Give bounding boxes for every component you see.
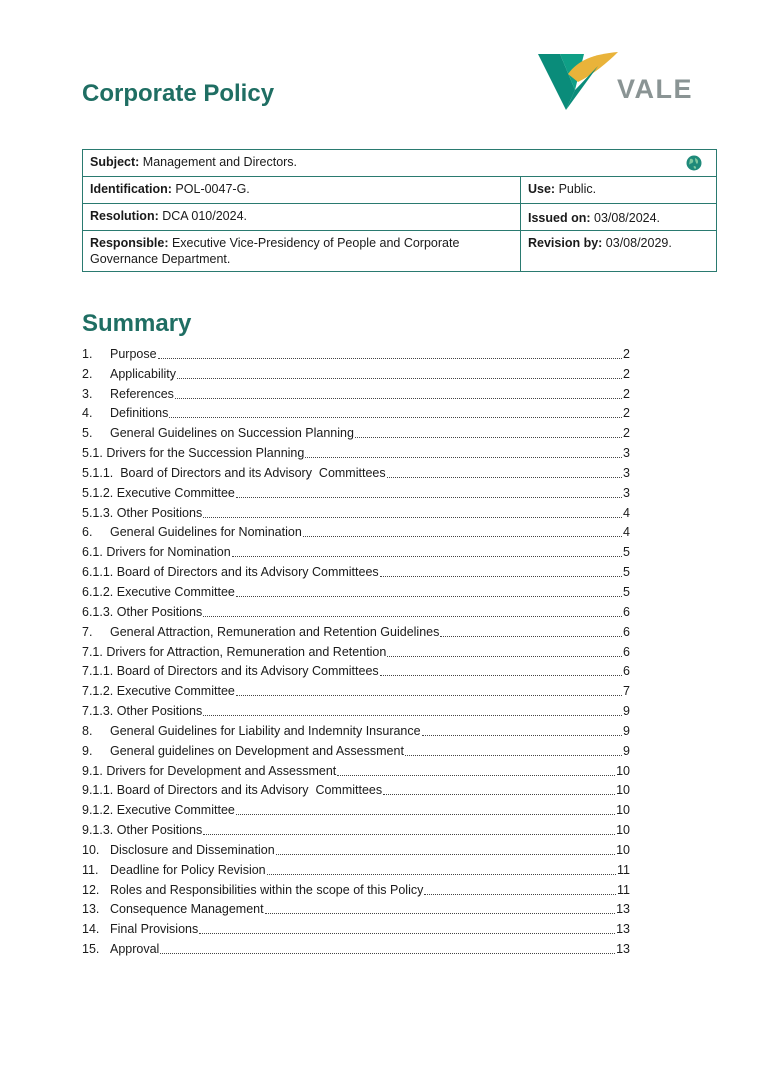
toc-leader-dots	[265, 912, 616, 914]
toc-entry-label: 9.1.1. Board of Directors and its Advisory Committees	[82, 783, 383, 798]
toc-entry-label: 5.1.2. Executive Committee	[82, 485, 235, 500]
toc-leader-dots	[380, 575, 622, 577]
toc-entry-number: 9.	[82, 743, 93, 758]
toc-entry-number: 1.	[82, 346, 93, 361]
toc-entry[interactable]	[82, 501, 630, 521]
toc-entry-label: 6.1.2. Executive Committee	[82, 584, 235, 599]
toc-entry-label: 9.1. Drivers for Development and Assessment	[82, 763, 337, 778]
toc-entry-label: 5.1.1. Board of Directors and its Advisory Committees	[82, 465, 386, 480]
toc-leader-dots	[337, 774, 615, 776]
toc-entry-number: 8.	[82, 723, 93, 738]
use-value: Public.	[555, 182, 597, 196]
toc-entry-number: 4.	[82, 406, 93, 421]
toc-entry[interactable]	[82, 917, 630, 937]
identification-cell	[83, 177, 521, 204]
toc-entry-label: 9.1.2. Executive Committee	[82, 803, 235, 818]
meta-row-resolution	[83, 204, 717, 231]
toc-entry-page: 3	[623, 485, 630, 500]
toc-entry-page: 3	[623, 465, 630, 480]
toc-entry[interactable]	[82, 739, 630, 759]
toc-entry-label: 7.1.2. Executive Committee	[82, 684, 235, 699]
toc-leader-dots	[203, 516, 622, 518]
toc-leader-dots	[405, 754, 622, 756]
page-title: Corporate Policy	[82, 80, 275, 107]
issued-label: Issued on:	[528, 211, 591, 225]
toc-entry-page: 9	[623, 704, 630, 719]
issued-value: 03/08/2024.	[590, 211, 661, 225]
summary-heading: Summary	[82, 310, 192, 337]
toc-entry-label: 5.1. Drivers for the Succession Planning	[82, 446, 305, 461]
toc-entry-label: 6.1.1. Board of Directors and its Advisory Committees	[82, 565, 379, 580]
toc-leader-dots	[355, 436, 622, 438]
toc-entry[interactable]	[82, 640, 630, 660]
resolution-label: Resolution:	[90, 209, 159, 223]
toc-entry-page: 10	[616, 823, 630, 838]
toc-entry-number: 2.	[82, 366, 93, 381]
toc-entry[interactable]	[82, 719, 630, 739]
toc-entry[interactable]	[82, 540, 630, 560]
subject-cell	[83, 150, 717, 177]
toc-leader-dots	[303, 535, 622, 537]
toc-entry-page: 4	[623, 505, 630, 520]
toc-leader-dots	[158, 357, 622, 359]
toc-entry-label: References	[110, 386, 174, 401]
meta-row-responsible	[83, 231, 717, 272]
toc-entry[interactable]	[82, 441, 630, 461]
toc-leader-dots	[424, 893, 616, 895]
toc-entry-number: 7.	[82, 624, 93, 639]
toc-entry-page: 7	[623, 684, 630, 699]
table-of-contents	[82, 342, 630, 957]
toc-entry-number: 13.	[82, 902, 100, 917]
toc-entry-page: 2	[623, 346, 630, 361]
resolution-value: DCA 010/2024.	[158, 209, 248, 223]
toc-entry-page: 13	[616, 902, 630, 917]
responsible-cell	[83, 231, 521, 272]
toc-leader-dots	[236, 595, 622, 597]
identification-label: Identification:	[90, 182, 172, 196]
toc-entry[interactable]	[82, 362, 630, 382]
toc-entry-page: 10	[616, 763, 630, 778]
toc-leader-dots	[380, 674, 622, 676]
toc-entry-number: 6.	[82, 525, 93, 540]
toc-entry-label: General Guidelines for Liability and Indemnity Insurance	[110, 723, 421, 738]
toc-leader-dots	[232, 555, 622, 557]
toc-entry-label: General Guidelines on Succession Planning	[110, 426, 354, 441]
toc-entry[interactable]	[82, 521, 630, 541]
toc-entry[interactable]	[82, 878, 630, 898]
toc-entry-page: 2	[623, 406, 630, 421]
revision-label: Revision by:	[528, 236, 603, 250]
toc-entry-label: Purpose	[110, 346, 157, 361]
toc-entry-page: 4	[623, 525, 630, 540]
toc-entry[interactable]	[82, 898, 630, 918]
toc-entry[interactable]	[82, 759, 630, 779]
toc-entry[interactable]	[82, 660, 630, 680]
toc-entry-label: Definitions	[110, 406, 169, 421]
toc-entry[interactable]	[82, 421, 630, 441]
toc-entry[interactable]	[82, 818, 630, 838]
toc-leader-dots	[177, 377, 622, 379]
toc-leader-dots	[267, 873, 616, 875]
toc-leader-dots	[203, 615, 622, 617]
toc-entry-label: 5.1.3. Other Positions	[82, 505, 203, 520]
use-cell	[521, 177, 717, 204]
toc-entry-number: 11.	[82, 862, 99, 877]
revision-value: 03/08/2029.	[602, 236, 672, 250]
toc-entry[interactable]	[82, 699, 630, 719]
toc-leader-dots	[175, 397, 622, 399]
toc-entry-page: 6	[623, 644, 630, 659]
toc-entry-label: 9.1.3. Other Positions	[82, 823, 203, 838]
toc-entry-page: 5	[623, 545, 630, 560]
toc-entry-page: 9	[623, 743, 630, 758]
toc-entry-label: 6.1.3. Other Positions	[82, 604, 203, 619]
toc-entry[interactable]	[82, 779, 630, 799]
toc-entry-label: General Attraction, Remuneration and Retention Guidelines	[110, 624, 440, 639]
toc-entry-label: Applicability	[110, 366, 177, 381]
vale-logo	[538, 52, 698, 114]
toc-entry-label: 7.1. Drivers for Attraction, Remuneration and Retention	[82, 644, 387, 659]
toc-leader-dots	[169, 416, 622, 418]
toc-entry[interactable]	[82, 481, 630, 501]
toc-entry-label: 7.1.3. Other Positions	[82, 704, 203, 719]
toc-entry-number: 10.	[82, 842, 100, 857]
toc-leader-dots	[236, 694, 622, 696]
toc-entry-page: 10	[616, 783, 630, 798]
toc-leader-dots	[387, 476, 622, 478]
globe-icon	[686, 155, 702, 171]
toc-entry-number: 3.	[82, 386, 93, 401]
toc-leader-dots	[203, 833, 615, 835]
toc-entry-number: 12.	[82, 882, 100, 897]
toc-entry-label: Approval	[110, 942, 160, 957]
toc-entry[interactable]	[82, 858, 630, 878]
toc-entry-label: Consequence Management	[110, 902, 264, 917]
toc-entry-label: General guidelines on Development and Assessment	[110, 743, 404, 758]
toc-entry[interactable]	[82, 402, 630, 422]
toc-entry-page: 11	[617, 882, 630, 897]
toc-leader-dots	[305, 456, 622, 458]
subject-value: Management and Directors.	[139, 155, 298, 169]
toc-entry-page: 2	[623, 366, 630, 381]
toc-entry[interactable]	[82, 580, 630, 600]
policy-meta-table	[82, 149, 717, 272]
toc-leader-dots	[276, 853, 615, 855]
issued-cell	[521, 204, 717, 231]
toc-entry[interactable]	[82, 382, 630, 402]
toc-leader-dots	[440, 635, 622, 637]
subject-label: Subject:	[90, 155, 140, 169]
toc-entry-label: General Guidelines for Nomination	[110, 525, 302, 540]
toc-entry-page: 5	[623, 565, 630, 580]
identification-value: POL-0047-G.	[171, 182, 250, 196]
toc-leader-dots	[422, 734, 622, 736]
toc-entry[interactable]	[82, 798, 630, 818]
toc-leader-dots	[236, 813, 615, 815]
toc-entry-number: 14.	[82, 922, 100, 937]
toc-entry-label: Disclosure and Dissemination	[110, 842, 275, 857]
toc-entry[interactable]	[82, 838, 630, 858]
toc-entry[interactable]	[82, 461, 630, 481]
toc-entry-number: 5.	[82, 426, 93, 441]
toc-entry-page: 3	[623, 446, 630, 461]
toc-entry-label: Deadline for Policy Revision	[110, 862, 266, 877]
toc-entry-page: 2	[623, 386, 630, 401]
toc-entry-page: 2	[623, 426, 630, 441]
toc-entry-page: 9	[623, 723, 630, 738]
toc-entry-page: 10	[616, 803, 630, 818]
toc-entry[interactable]	[82, 620, 630, 640]
meta-row-identification	[83, 177, 717, 204]
toc-entry-page: 10	[616, 842, 630, 857]
toc-entry[interactable]	[82, 342, 630, 362]
meta-row-subject	[83, 150, 717, 177]
toc-entry[interactable]	[82, 937, 630, 957]
resolution-cell	[83, 204, 521, 231]
toc-leader-dots	[236, 496, 622, 498]
toc-entry[interactable]	[82, 600, 630, 620]
toc-entry-page: 5	[623, 584, 630, 599]
toc-leader-dots	[160, 952, 615, 954]
revision-cell	[521, 231, 717, 272]
toc-entry[interactable]	[82, 560, 630, 580]
use-label: Use:	[528, 182, 556, 196]
toc-entry[interactable]	[82, 679, 630, 699]
toc-entry-label: 7.1.1. Board of Directors and its Advisory Committees	[82, 664, 379, 679]
toc-entry-label: Roles and Responsibilities within the scope of this Policy	[110, 882, 424, 897]
logo-wordmark: VALE	[617, 74, 694, 104]
toc-leader-dots	[383, 793, 615, 795]
toc-entry-number: 15.	[82, 942, 100, 957]
toc-entry-page: 11	[617, 862, 630, 877]
toc-entry-label: 6.1. Drivers for Nomination	[82, 545, 231, 560]
toc-entry-page: 6	[623, 604, 630, 619]
toc-entry-page: 6	[623, 624, 630, 639]
responsible-value: Executive Vice-Presidency of People and Corporate Governance Department.	[90, 236, 460, 266]
toc-leader-dots	[387, 655, 622, 657]
responsible-label: Responsible:	[90, 236, 169, 250]
toc-entry-label: Final Provisions	[110, 922, 199, 937]
toc-leader-dots	[203, 714, 622, 716]
toc-entry-page: 6	[623, 664, 630, 679]
vale-logo-mark-icon	[538, 52, 618, 114]
toc-entry-page: 13	[616, 922, 630, 937]
toc-leader-dots	[199, 932, 615, 934]
toc-entry-page: 13	[616, 942, 630, 957]
